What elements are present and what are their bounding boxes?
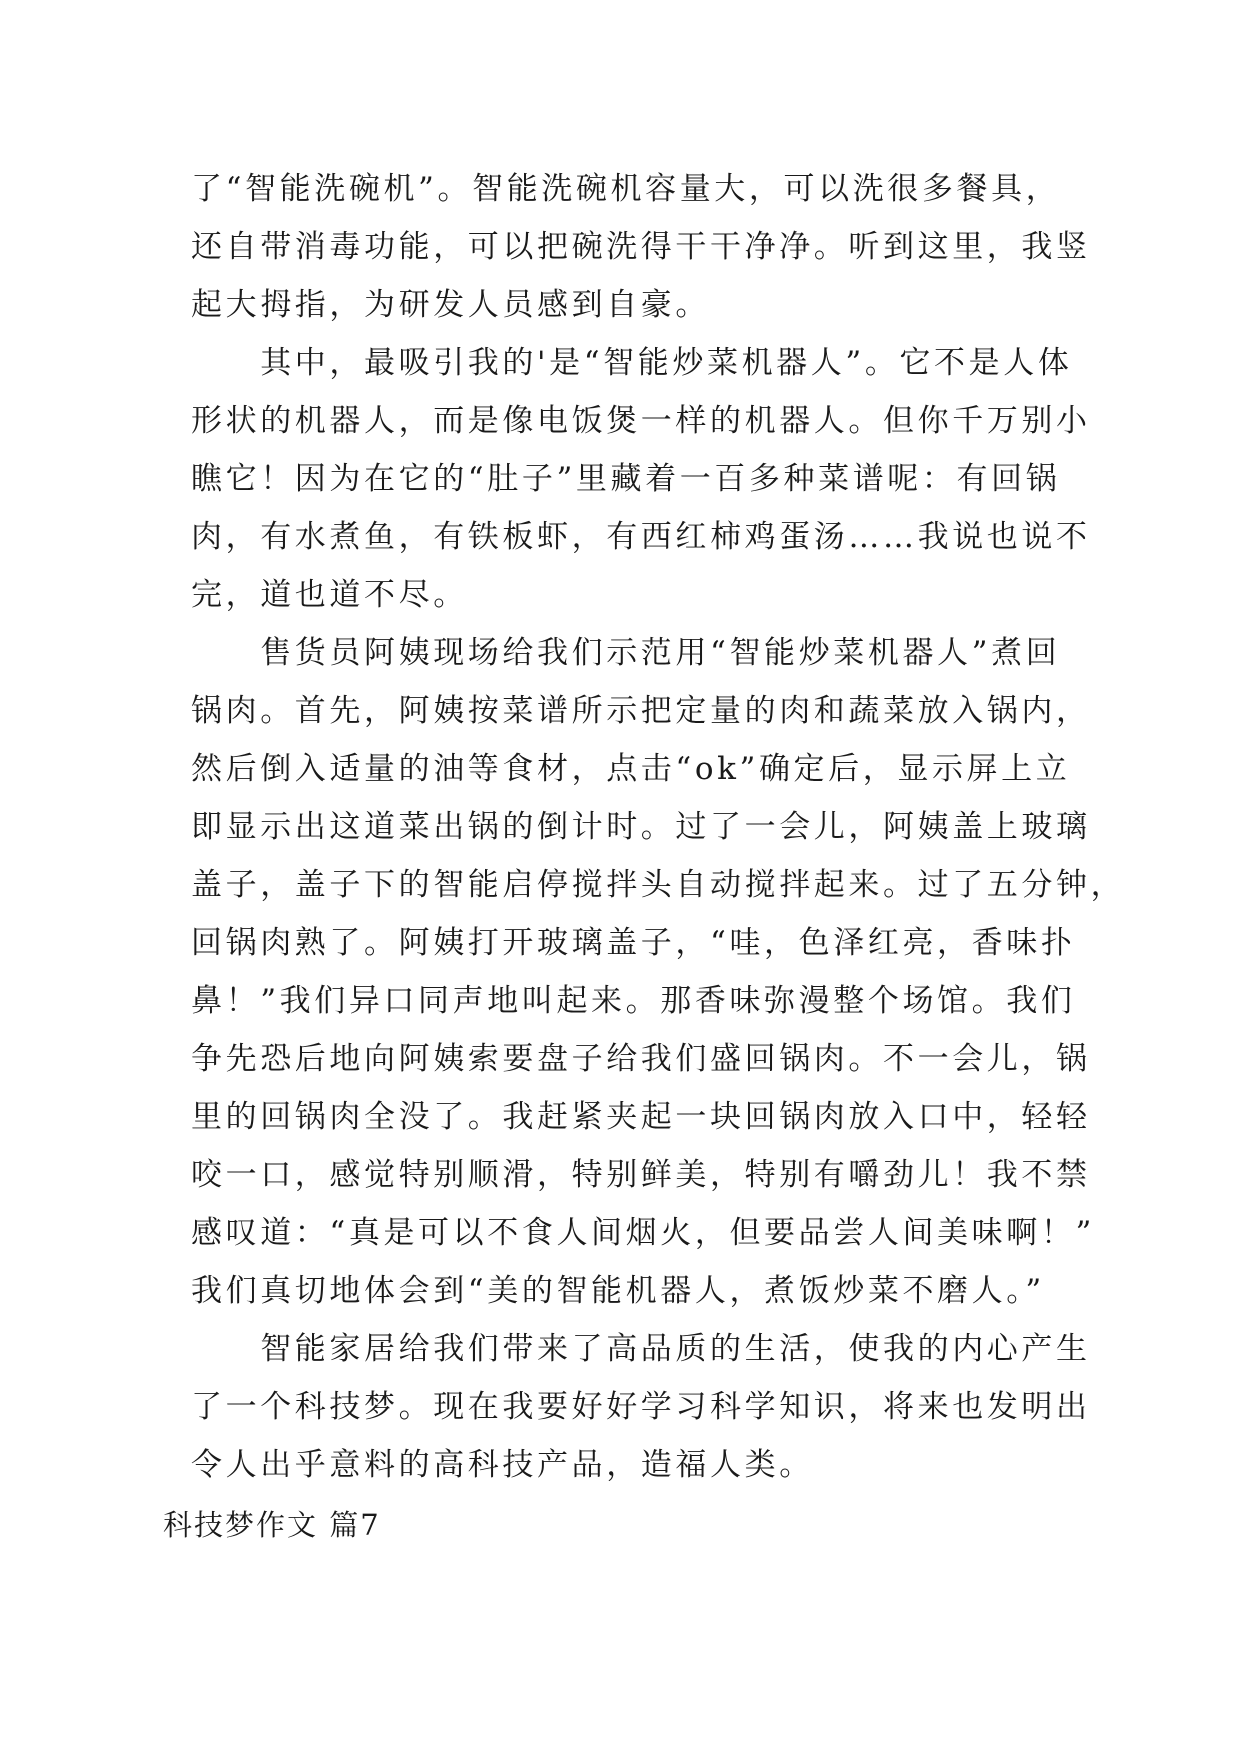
text-line: 了一个科技梦。现在我要好好学习科学知识，将来也发明出 — [191, 1389, 1091, 1425]
text-line: 售货员阿姨现场给我们示范用“智能炒菜机器人”煮回 — [191, 635, 1061, 671]
text-line: 咬一口，感觉特别顺滑，特别鲜美，特别有嚼劲儿！我不禁 — [191, 1157, 1091, 1193]
document-body — [191, 160, 1126, 1494]
text-line: 了“智能洗碗机”。智能洗碗机容量大，可以洗很多餐具， — [191, 171, 1061, 207]
text-line: 感叹道：“真是可以不食人间烟火，但要品尝人间美味啊！” — [191, 1215, 1095, 1251]
text-line: 还自带消毒功能，可以把碗洗得干干净净。听到这里，我竖 — [191, 229, 1091, 265]
text-line: 即显示出这道菜出锅的倒计时。过了一会儿，阿姨盖上玻璃 — [191, 809, 1091, 845]
text-line: 令人出乎意料的高科技产品，造福人类。 — [191, 1447, 814, 1483]
text-line: 形状的机器人，而是像电饭煲一样的机器人。但你千万别小 — [191, 403, 1091, 439]
text-line: 瞧它！因为在它的“肚子”里藏着一百多种菜谱呢：有回锅 — [191, 461, 1061, 497]
text-line: 肉，有水煮鱼，有铁板虾，有西红柿鸡蛋汤……我说也说不 — [191, 519, 1091, 555]
text-line: 里的回锅肉全没了。我赶紧夹起一块回锅肉放入口中，轻轻 — [191, 1099, 1091, 1135]
text-line: 争先恐后地向阿姨索要盘子给我们盛回锅肉。不一会儿，锅 — [191, 1041, 1091, 1077]
text-line: 回锅肉熟了。阿姨打开玻璃盖子，“哇，色泽红亮，香味扑 — [191, 925, 1076, 961]
text-line: 智能家居给我们带来了高品质的生活，使我的内心产生 — [191, 1331, 1091, 1367]
text-line: 完，道也道不尽。 — [191, 577, 468, 613]
text-line: 其中，最吸引我的'是“智能炒菜机器人”。它不是人体 — [191, 345, 1073, 381]
text-line: 鼻！”我们异口同声地叫起来。那香味弥漫整个场馆。我们 — [191, 983, 1076, 1019]
text-line: 起大拇指，为研发人员感到自豪。 — [191, 287, 710, 323]
text-line: 然后倒入适量的油等食材，点击“ok”确定后，显示屏上立 — [191, 751, 1071, 787]
text-line: 盖子，盖子下的智能启停搅拌头自动搅拌起来。过了五分钟， — [191, 867, 1126, 903]
text-line: 锅肉。首先，阿姨按菜谱所示把定量的肉和蔬菜放入锅内， — [191, 693, 1091, 729]
text-line: 我们真切地体会到“美的智能机器人，煮饭炒菜不磨人。” — [191, 1273, 1045, 1309]
section-heading: 科技梦作文 篇7 — [163, 1508, 381, 1542]
